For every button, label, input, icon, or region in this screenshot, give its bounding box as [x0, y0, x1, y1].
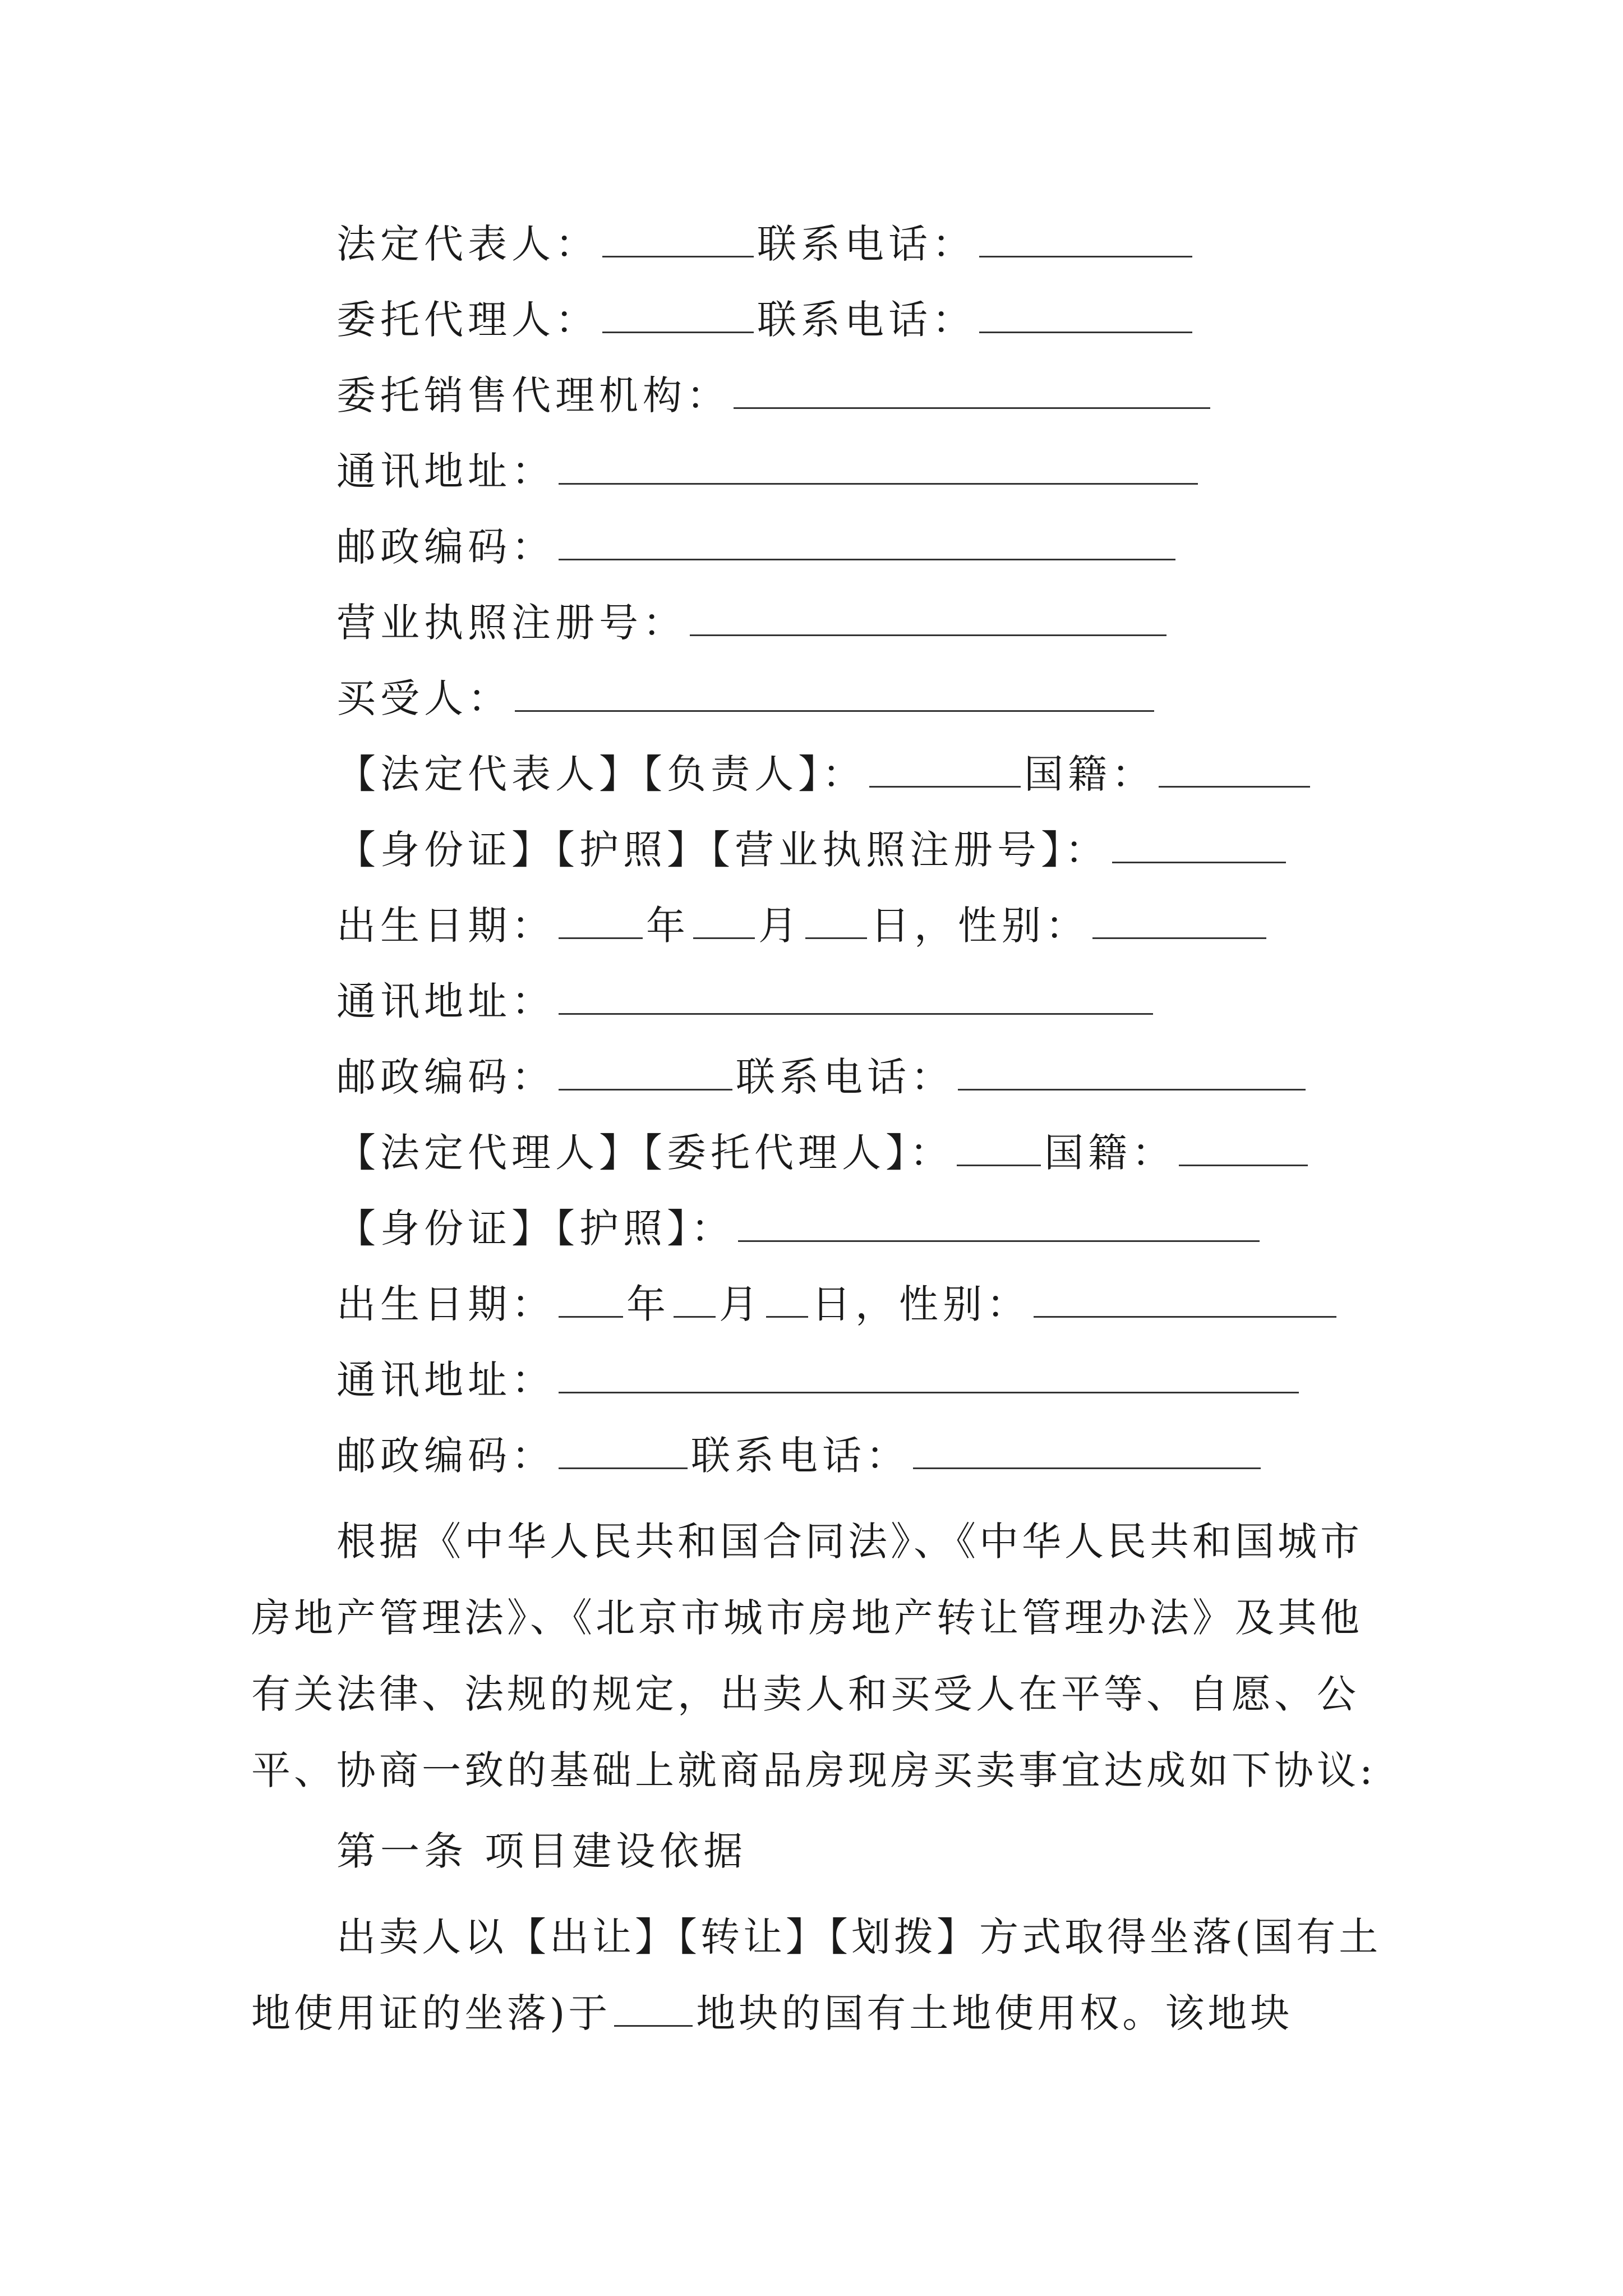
seller-postcode-line [336, 519, 1179, 575]
phone2-label: 联系电话： [691, 1433, 910, 1479]
sales-agency-label: 委托销售代理机构： [336, 372, 730, 418]
buyer-postcode-label: 邮政编码： [336, 1054, 555, 1100]
license-label: 营业执照注册号： [336, 600, 686, 646]
buyer-line [336, 670, 1158, 726]
seller-legal-rep-line [336, 216, 1196, 272]
buyer-address-label: 通讯地址： [336, 978, 555, 1024]
buyer-agent-blank[interactable] [957, 1131, 1041, 1166]
buyer-phone-blank[interactable] [958, 1055, 1306, 1091]
address2-blank[interactable] [559, 1358, 1299, 1393]
day-gender-label: 日，性别： [870, 903, 1089, 949]
birth-month-blank[interactable] [693, 904, 755, 939]
year2-label: 年 [626, 1281, 670, 1327]
nationality-label: 国籍： [1024, 751, 1155, 797]
buyer-rep-blank[interactable] [869, 752, 1021, 788]
gender2-blank[interactable] [1034, 1282, 1336, 1318]
year-label: 年 [646, 903, 690, 949]
buyer-agent-postcode-line [336, 1428, 1264, 1484]
postcode-label: 邮政编码： [336, 524, 555, 570]
postcode-blank[interactable] [559, 525, 1175, 560]
id-number2-blank[interactable] [738, 1207, 1260, 1242]
seller-agent-line [336, 292, 1196, 348]
nationality-blank[interactable] [1159, 752, 1310, 788]
buyer-label: 买受人： [336, 675, 511, 721]
birth2-label: 出生日期： [336, 1281, 555, 1327]
buyer-phone-label: 联系电话： [736, 1054, 955, 1100]
id-types-label: 【身份证】【护照】【营业执照注册号】： [336, 827, 1109, 873]
address-label: 通讯地址： [336, 448, 555, 494]
buyer-rep-label: 【法定代表人】【负责人】： [336, 751, 866, 797]
postcode2-blank[interactable] [559, 1434, 688, 1469]
birth-label: 出生日期： [336, 903, 555, 949]
agent-phone-blank[interactable] [979, 298, 1192, 333]
id-types2-label: 【身份证】【护照】： [336, 1205, 735, 1251]
address2-label: 通讯地址： [336, 1357, 555, 1403]
month2-label: 月 [719, 1281, 763, 1327]
preamble-paragraph [251, 1503, 1390, 1809]
buyer-id-line [336, 822, 1289, 878]
nationality2-label: 国籍： [1044, 1130, 1175, 1176]
phone-blank[interactable] [979, 222, 1192, 257]
birth2-year-blank[interactable] [559, 1282, 623, 1318]
article-1-text-part1: 出卖人以【出让】【转让】【划拨】方式取得坐落(国有土地使用证的坐落)于 [251, 1914, 1382, 2036]
buyer-address-blank[interactable] [559, 979, 1153, 1015]
agent-blank[interactable] [602, 298, 754, 333]
postcode2-label: 邮政编码： [336, 1433, 555, 1479]
gender-blank[interactable] [1092, 904, 1266, 939]
seller-license-line [336, 595, 1170, 651]
phone-label: 联系电话： [757, 221, 976, 267]
month-label: 月 [758, 903, 802, 949]
day-gender2-label: 日，性别： [811, 1281, 1030, 1327]
article-1-title-text: 第一条 项目建设依据 [336, 1828, 748, 1874]
birth2-day-blank[interactable] [766, 1282, 808, 1318]
buyer-postcode-blank[interactable] [559, 1055, 732, 1091]
agent-phone-label: 联系电话： [757, 297, 976, 343]
phone2-blank[interactable] [913, 1434, 1261, 1469]
nationality2-blank[interactable] [1179, 1131, 1308, 1166]
preamble-text: 根据《中华人民共和国合同法》、《中华人民共和国城市房地产管理法》、《北京市城市房地产转让管理办法》及其他有关法律、法规的规定，出卖人和买受人在平等、自愿、公平、协商一致的基础上就商品房现房买卖事宜达成如下协议: [251, 1519, 1376, 1793]
agent-label: 委托代理人： [336, 297, 599, 343]
birth-day-blank[interactable] [805, 904, 867, 939]
id-number-blank[interactable] [1112, 828, 1286, 863]
birth2-month-blank[interactable] [674, 1282, 716, 1318]
article-1-title [336, 1823, 747, 1879]
buyer-agent-label: 【法定代理人】【委托代理人】： [336, 1130, 953, 1176]
legal-rep-label: 法定代表人： [336, 221, 599, 267]
legal-rep-blank[interactable] [602, 222, 754, 257]
sales-agency-line [336, 367, 1214, 424]
buyer-agent-birth-line [336, 1276, 1340, 1332]
seller-address-line [336, 443, 1201, 499]
buyer-blank[interactable] [515, 677, 1154, 712]
article-1-paragraph [251, 1899, 1390, 2051]
buyer-rep-line [336, 746, 1313, 802]
buyer-agent-address-line [336, 1352, 1302, 1408]
buyer-birth-line [336, 898, 1270, 954]
buyer-address-line [336, 973, 1156, 1029]
sales-agency-blank[interactable] [734, 374, 1210, 409]
article-1-text-part2: 地块的国有土地使用权。该地块 [696, 1990, 1293, 2036]
license-blank[interactable] [690, 601, 1166, 636]
land-plot-blank[interactable] [614, 1991, 693, 2027]
buyer-postcode-line [336, 1049, 1309, 1105]
birth-year-blank[interactable] [559, 904, 643, 939]
buyer-agent-id-line [336, 1200, 1263, 1257]
buyer-agent-line [336, 1125, 1311, 1181]
address-blank[interactable] [559, 449, 1198, 485]
